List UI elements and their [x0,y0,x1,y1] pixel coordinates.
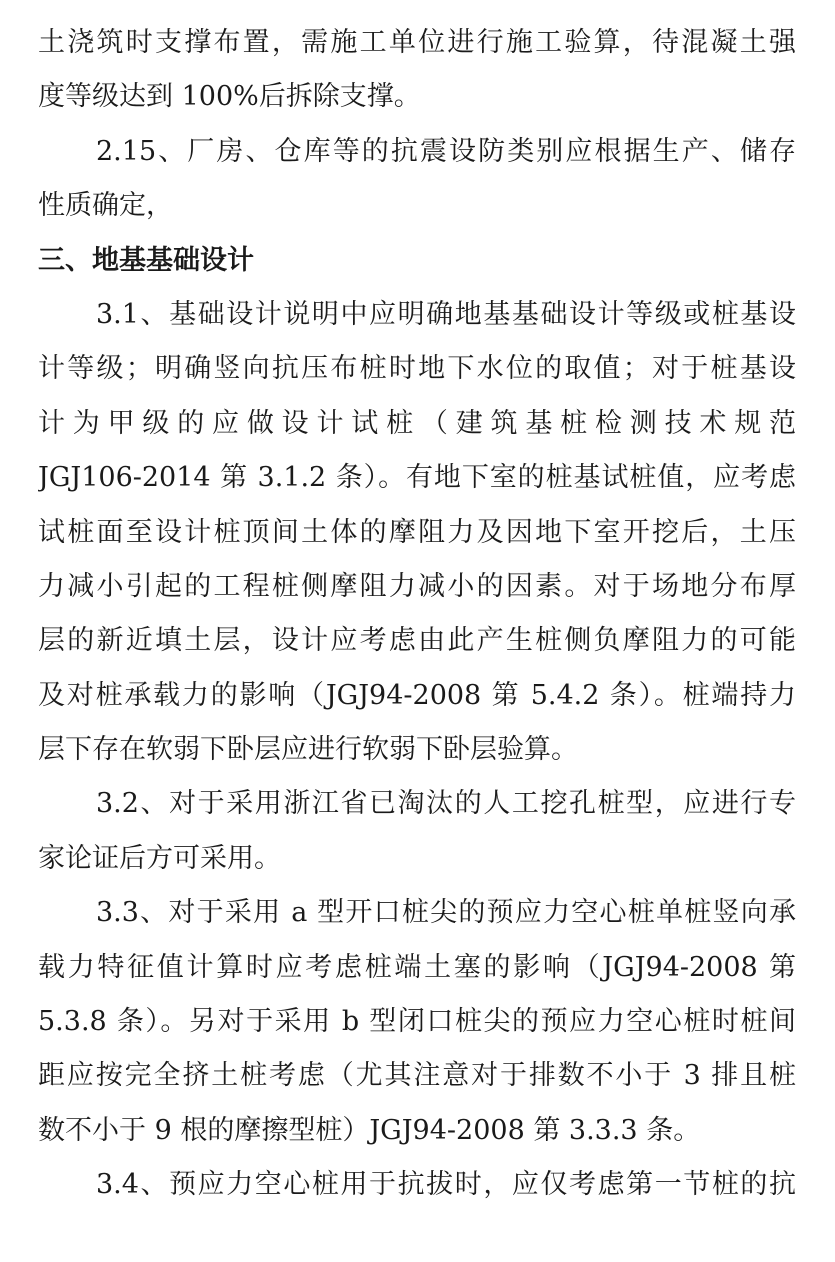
text-line: 3.4、预应力空心桩用于抗拔时，应仅考虑第一节桩的抗 [96,1169,796,1201]
document-page [38,16,796,1213]
text-line: 试桩面至设计桩顶间土体的摩阻力及因地下室开挖后，土压 [38,516,796,548]
text-line: 性质确定， [38,190,173,222]
section-heading: 三、地基基础设计 [38,244,254,276]
text-line: 计为甲级的应做设计试桩（建筑基桩检测技术规范 [38,407,796,439]
text-line: 计等级；明确竖向抗压布桩时地下水位的取值；对于桩基设 [38,353,796,385]
text-line: 3.2、对于采用浙江省已淘汰的人工挖孔桩型，应进行专 [96,788,796,820]
text-line: 2.15、厂房、仓库等的抗震设防类别应根据生产、储存 [96,135,796,167]
text-line: 载力特征值计算时应考虑桩端土塞的影响（JGJ94-2008 第 [38,951,796,983]
text-line: 家论证后方可采用。 [38,842,281,874]
text-line: 度等级达到 100%后拆除支撑。 [38,81,421,113]
text-line: 层下存在软弱下卧层应进行软弱下卧层验算。 [38,734,578,766]
text-line: 5.3.8 条）。另对于采用 b 型闭口桩尖的预应力空心桩时桩间 [38,1006,796,1038]
text-line: 数不小于 9 根的摩擦型桩）JGJ94-2008 第 3.3.3 条。 [38,1114,701,1146]
text-line: 层的新近填土层，设计应考虑由此产生桩侧负摩阻力的可能 [38,625,796,657]
text-line: 力减小引起的工程桩侧摩阻力减小的因素。对于场地分布厚 [38,570,796,602]
text-line: 距应按完全挤土桩考虑（尤其注意对于排数不小于 3 排且桩 [38,1060,796,1092]
text-line: 土浇筑时支撑布置，需施工单位进行施工验算，待混凝土强 [38,27,796,58]
text-line: 3.1、基础设计说明中应明确地基基础设计等级或桩基设 [96,298,796,330]
text-line: JGJ106-2014 第 3.1.2 条）。有地下室的桩基试桩值，应考虑 [38,462,796,494]
text-line: 3.3、对于采用 a 型开口桩尖的预应力空心桩单桩竖向承 [96,897,796,929]
text-line: 及对桩承载力的影响（JGJ94-2008 第 5.4.2 条）。桩端持力 [38,679,796,711]
